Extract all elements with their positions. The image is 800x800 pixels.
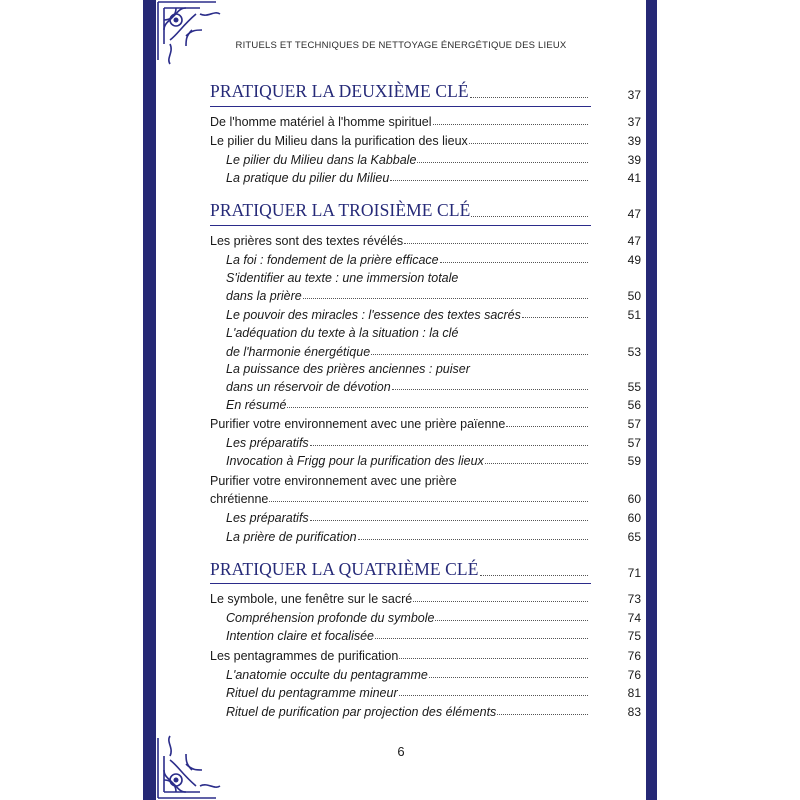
toc-subentry [226,682,641,700]
running-header: RITUELS ET TECHNIQUES DE NETTOYAGE ÉNERGÉTIQUE DES LIEUX [235,40,567,51]
leader-dots [392,389,588,390]
leader-dots [497,714,588,715]
leader-dots [404,243,588,244]
toc-entry [210,488,641,506]
toc-entry [210,588,641,606]
leader-dots [429,677,588,678]
leader-dots [371,354,588,355]
entry-text: S'identifier au texte : une immersion totale [226,271,459,285]
toc-entry [210,413,641,431]
toc-subentry [226,358,591,376]
leader-dots [390,180,588,181]
entry-text: La puissance des prières anciennes : puiser [226,362,470,376]
entry-text: Compréhension profonde du symbole [226,611,435,625]
leader-dots [435,620,588,621]
toc-subentry [226,167,641,185]
leader-dots [375,638,588,639]
leader-dots [470,97,588,98]
entry-text: de l'harmonie énergétique [226,345,371,359]
page-ref: 47 [627,207,641,221]
leader-dots [358,539,588,540]
entry-text: Le pilier du Milieu dans la Kabbale [226,153,417,167]
leader-dots [506,426,588,427]
entry-text: Intention claire et focalisée [226,629,375,643]
page-ref: 50 [627,289,641,303]
page-ref: 73 [627,592,641,606]
page-ref: 76 [627,649,641,663]
page-ref: 47 [627,234,641,248]
toc-subentry [226,450,641,468]
corner-ornament-bottom-left [156,718,226,800]
section-rule [210,106,591,107]
page-ref: 39 [627,153,641,167]
toc-subentry [226,376,641,394]
entry-text: Les pentagrammes de purification [210,649,399,663]
toc-subentry [226,341,641,359]
toc-subentry [226,526,641,544]
entry-text: Rituel de purification par projection des éléments [226,705,497,719]
leader-dots [485,463,588,464]
entry-text: En résumé [226,398,287,412]
entry-text: Les prières sont des textes révélés [210,234,404,248]
entry-text: De l'homme matériel à l'homme spirituel [210,115,432,129]
page-ref: 51 [627,308,641,322]
page-ref: 75 [627,629,641,643]
entry-text: Rituel du pentagramme mineur [226,686,398,700]
page-number: 6 [397,744,405,759]
toc-subentry [226,267,591,285]
leader-dots [469,143,588,144]
entry-text: La foi : fondement de la prière efficace [226,253,439,267]
leader-dots [413,601,588,602]
toc-entry [210,470,591,488]
page-ref: 76 [627,668,641,682]
page-ref: 65 [627,530,641,544]
page-ref: 60 [627,511,641,525]
page-ref: 57 [627,417,641,431]
page-ref: 53 [627,345,641,359]
toc-entry [210,645,641,663]
entry-text: L'anatomie occulte du pentagramme [226,668,428,682]
section-title: PRATIQUER LA QUATRIÈME CLÉ [210,559,479,579]
page-ref: 39 [627,134,641,148]
entry-text: Purifier votre environnement avec une prière [210,474,457,488]
section-rule [210,225,591,226]
entry-text: dans la prière [226,289,302,303]
page-ref: 49 [627,253,641,267]
entry-text: Purifier votre environnement avec une prière païenne [210,417,506,431]
page-ref: 83 [627,705,641,719]
entry-text: La prière de purification [226,530,357,544]
toc-subentry [226,625,641,643]
toc-entry [210,130,641,148]
page-ref: 74 [627,611,641,625]
toc-subentry [226,322,591,340]
section-heading [210,559,641,580]
toc-subentry [226,304,641,322]
page-ref: 57 [627,436,641,450]
page-ref: 56 [627,398,641,412]
page-ref: 41 [627,171,641,185]
leader-dots [269,501,588,502]
toc-subentry [226,285,641,303]
entry-text: L'adéquation du texte à la situation : la clé [226,326,459,340]
leader-dots [417,162,588,163]
entry-text: Le symbole, une fenêtre sur le sacré [210,592,413,606]
section-heading [210,200,641,221]
leader-dots [522,317,588,318]
entry-text: Les préparatifs [226,511,309,525]
section-heading [210,81,641,102]
entry-text: dans un réservoir de dévotion [226,380,391,394]
leader-dots [399,658,588,659]
leader-dots [287,407,588,408]
page-ref: 55 [627,380,641,394]
page-ref: 59 [627,454,641,468]
leader-dots [471,216,588,217]
toc-subentry [226,607,641,625]
toc-entry [210,111,641,129]
toc-subentry [226,149,641,167]
toc-subentry [226,701,641,719]
toc-subentry [226,432,641,450]
page-ref: 37 [627,88,641,102]
leader-dots [399,695,588,696]
page-ref: 37 [627,115,641,129]
section-title: PRATIQUER LA DEUXIÈME CLÉ [210,81,469,101]
section-title: PRATIQUER LA TROISIÈME CLÉ [210,200,471,220]
leader-dots [303,298,588,299]
toc-subentry [226,394,641,412]
page-ref: 81 [627,686,641,700]
toc-subentry [226,249,641,267]
entry-text: Le pilier du Milieu dans la purification des lieux [210,134,468,148]
entry-text: Invocation à Frigg pour la purification des lieux [226,454,484,468]
book-page [143,0,657,800]
page-ref: 71 [627,566,641,580]
toc-subentry [226,664,641,682]
entry-text: Le pouvoir des miracles : l'essence des textes sacrés [226,308,521,322]
leader-dots [440,262,588,263]
entry-text: chrétienne [210,492,269,506]
leader-dots [310,445,588,446]
toc-entry [210,230,641,248]
page-ref: 60 [627,492,641,506]
toc-subentry [226,507,641,525]
page-sheet [156,0,646,800]
leader-dots [480,575,588,576]
leader-dots [310,520,588,521]
entry-text: Les préparatifs [226,436,309,450]
entry-text: La pratique du pilier du Milieu [226,171,390,185]
corner-ornament-top-left [156,0,226,70]
section-rule [210,583,591,584]
leader-dots [433,124,588,125]
